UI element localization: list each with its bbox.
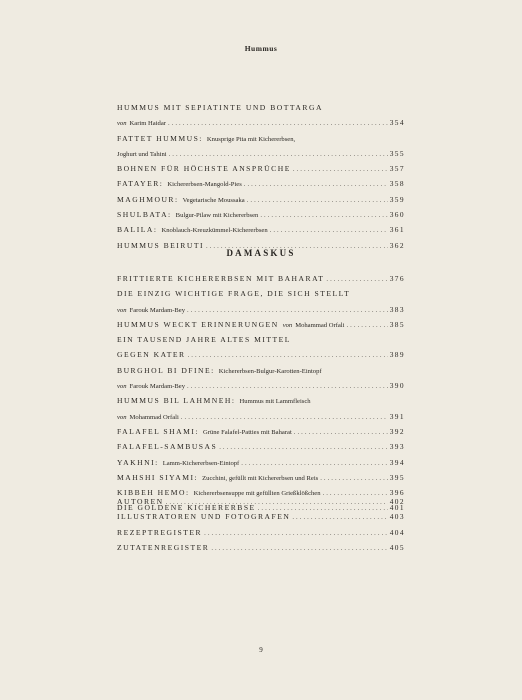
toc-entry-subtitle: Joghurt und Tahini <box>117 150 167 158</box>
toc-entry-line <box>117 207 405 222</box>
dot-leader <box>204 526 388 541</box>
toc-entry-title: ILLUSTRATOREN UND FOTOGRAFEN <box>117 512 291 522</box>
toc-entry-page[interactable]: 391 <box>389 411 405 421</box>
toc-entry-line <box>117 393 405 408</box>
dot-leader <box>181 410 388 425</box>
toc-entry-author <box>117 379 185 394</box>
toc-entry-title: FRITTIERTE KICHERERBSEN MIT BAHARAT <box>117 274 325 283</box>
dot-leader <box>166 495 388 510</box>
toc-entry-subtitle: Vegetarische Moussaka <box>182 196 245 204</box>
dot-leader <box>219 440 387 455</box>
dot-leader <box>292 510 387 525</box>
toc-entry-page[interactable]: 389 <box>389 350 405 360</box>
toc-entry-title: FATTET HUMMUS: <box>117 133 203 143</box>
toc-entry-title: HUMMUS BIL LAHMNEH: <box>117 396 236 406</box>
toc-entry-line <box>117 131 405 146</box>
toc-entry-title: SHULBATA: <box>117 210 172 220</box>
toc-entry-title: GEGEN KATER <box>117 350 186 360</box>
toc-entry-subtitle: Grüne Falafel-Patties mit Baharat <box>202 428 292 436</box>
toc-entry-line <box>117 115 405 130</box>
toc-entry-page[interactable]: 403 <box>389 512 405 522</box>
dot-leader <box>211 541 387 556</box>
toc-entry-page[interactable]: 360 <box>389 210 405 220</box>
toc-entry-subtitle: Lamm-Kichererbsen-Eintopf <box>162 459 240 467</box>
toc-entry-line <box>117 439 405 454</box>
toc-entry-author <box>117 116 166 131</box>
dot-leader <box>168 116 388 131</box>
toc-entry-title: FALAFEL SHAMI: <box>117 426 199 436</box>
author-name: Karim Haidar <box>129 120 166 128</box>
toc-entry-page[interactable]: 376 <box>389 274 405 283</box>
toc-entry-subtitle: Knusprige Pita mit Kichererbsen, <box>206 135 296 143</box>
toc-entry-page[interactable]: 405 <box>389 542 405 552</box>
toc-entry-line <box>117 302 405 317</box>
toc-entry-line <box>117 525 405 540</box>
toc-entry-title: AUTOREN <box>117 497 164 506</box>
toc-entry-title: BOHNEN FÜR HÖCHSTE ANSPRÜCHE <box>117 164 291 174</box>
toc-section-damaskus <box>117 271 405 516</box>
dot-leader <box>247 193 388 208</box>
toc-entry-line <box>117 317 405 332</box>
toc-entry-page[interactable]: 394 <box>389 457 405 467</box>
author-prefix: von <box>117 413 127 421</box>
toc-entry-page[interactable]: 402 <box>389 497 405 506</box>
toc-entry-page[interactable]: 390 <box>389 381 405 391</box>
dot-leader <box>260 208 387 223</box>
toc-entry-line <box>117 100 405 115</box>
toc-entry-line <box>117 161 405 176</box>
toc-entry-author <box>117 410 179 425</box>
toc-entry-author <box>117 303 185 318</box>
toc-entry-line <box>117 494 405 509</box>
toc-section-hummus <box>117 100 405 253</box>
dot-leader <box>169 147 388 162</box>
toc-entry-page[interactable]: 362 <box>389 240 405 250</box>
dot-leader <box>293 162 388 177</box>
toc-entry-page[interactable]: 395 <box>389 472 405 482</box>
toc-entry-title: YAKHNI: <box>117 457 159 467</box>
dot-leader <box>187 379 388 394</box>
toc-entry-page[interactable]: 383 <box>389 304 405 314</box>
toc-entry-title: HUMMUS BEIRUTI <box>117 240 205 250</box>
toc-entry-line <box>117 540 405 555</box>
dot-leader <box>346 318 387 333</box>
toc-entry-page[interactable]: 385 <box>389 319 405 329</box>
toc-entry-subtitle: Bulgur-Pilaw mit Kichererbsen <box>175 212 259 220</box>
toc-entry-page[interactable]: 357 <box>389 164 405 174</box>
toc-entry-title: DIE EINZIG WICHTIGE FRAGE, DIE SICH STELLT <box>117 289 351 299</box>
toc-entry-line <box>117 347 405 362</box>
toc-entry-line <box>117 222 405 237</box>
toc-entry-page[interactable]: 392 <box>389 426 405 436</box>
toc-entry-page[interactable]: 393 <box>389 442 405 452</box>
author-name: Farouk Mardam-Bey <box>129 383 186 391</box>
toc-entry-page[interactable]: 401 <box>389 503 405 513</box>
toc-entry-line <box>117 286 405 301</box>
toc-entry-line <box>117 378 405 393</box>
toc-entry-line <box>117 509 405 524</box>
toc-entry-page[interactable]: 355 <box>389 148 405 158</box>
dot-leader <box>326 272 387 287</box>
toc-entry-title: MAGHMOUR: <box>117 194 179 204</box>
author-prefix: von <box>117 306 127 314</box>
toc-entry-subtitle: Kichererbsen-Mangold-Pies <box>167 181 242 189</box>
author-name: Mohammad Orfali <box>295 321 345 329</box>
toc-entry-line <box>117 332 405 347</box>
toc-entry-page[interactable]: 358 <box>389 179 405 189</box>
toc-entry-line <box>117 455 405 470</box>
toc-entry-line <box>117 176 405 191</box>
toc-entry-title: HUMMUS WECKT ERINNERUNGEN <box>117 319 279 329</box>
toc-entry-line <box>117 409 405 424</box>
toc-entry-title: KIBBEH HEMO: <box>117 488 190 498</box>
toc-entry-title: EIN TAUSEND JAHRE ALTES MITTEL <box>117 335 291 345</box>
toc-entry-title: BURGHOL BI DFINE: <box>117 365 215 375</box>
toc-entry-title: ZUTATENREGISTER <box>117 542 210 552</box>
toc-entry-title: REZEPTREGISTER <box>117 527 203 537</box>
toc-entry-title: FALAFEL-SAMBUSAS <box>117 442 218 452</box>
dot-leader <box>241 456 387 471</box>
author-prefix: von <box>282 321 293 329</box>
section-heading-damaskus: DAMASKUS <box>226 248 296 258</box>
author-prefix: von <box>117 383 127 391</box>
toc-entry-title: BALILA: <box>117 225 158 235</box>
toc-entry-line <box>117 363 405 378</box>
toc-entry-title: FATAYER: <box>117 179 164 189</box>
toc-entry-title: MAHSHI SIYAMI: <box>117 472 199 482</box>
toc-entry-line <box>117 192 405 207</box>
toc-entry-subtitle: Zucchini, gefüllt mit Kichererbsen und Reis <box>202 474 319 482</box>
toc-entry-subtitle: Kichererbsensuppe mit gefüllten Grießklößchen <box>193 490 321 498</box>
toc-entry-author <box>283 318 345 333</box>
toc-entry-subtitle: Kichererbsen-Bulgur-Karotten-Eintopf <box>218 367 322 375</box>
toc-entry-title: HUMMUS MIT SEPIATINTE UND BOTTARGA <box>117 103 323 112</box>
page-number: 9 <box>259 646 263 654</box>
toc-entry-line <box>117 424 405 439</box>
dot-leader <box>187 303 388 318</box>
dot-leader <box>188 348 388 363</box>
toc-entry-page[interactable]: 361 <box>389 225 405 235</box>
toc-entry-subtitle: Knoblauch-Kreuzkümmel-Kichererbsen <box>161 227 268 235</box>
author-name: Mohammad Orfali <box>129 413 179 421</box>
page-header-title: Hummus <box>244 44 278 53</box>
toc-entry-page[interactable]: 354 <box>389 118 405 128</box>
toc-entry-page[interactable]: 404 <box>389 527 405 537</box>
dot-leader <box>244 177 388 192</box>
dot-leader <box>270 223 388 238</box>
toc-entry-page[interactable]: 359 <box>389 194 405 204</box>
toc-entry-line <box>117 470 405 485</box>
toc-section-appendix <box>117 494 405 555</box>
author-prefix: von <box>117 120 127 128</box>
dot-leader <box>320 471 387 486</box>
toc-entry-page[interactable]: 396 <box>389 488 405 498</box>
toc-entry-line <box>117 271 405 286</box>
author-name: Farouk Mardam-Bey <box>129 306 186 314</box>
toc-entry-subtitle: Hummus mit Lammfleisch <box>239 398 311 406</box>
toc-entry-line <box>117 146 405 161</box>
toc-entry-title: DIE GOLDENE KICHERERBSE <box>117 503 256 513</box>
dot-leader <box>294 425 388 440</box>
